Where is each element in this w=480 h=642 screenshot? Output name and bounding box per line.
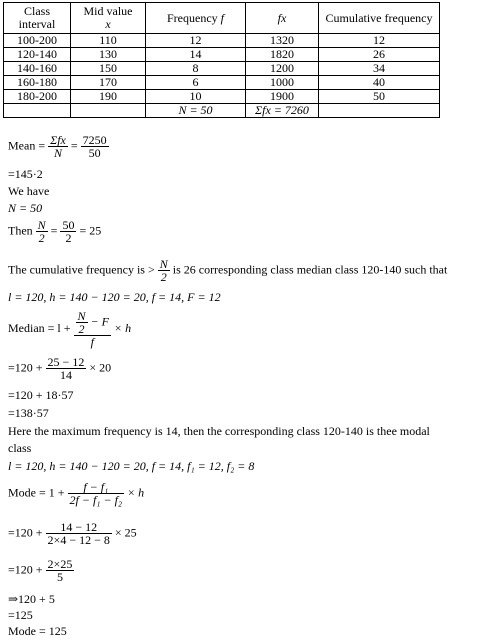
- cell-fx: 1900: [246, 90, 319, 104]
- cell-x: 150: [71, 62, 146, 76]
- median-step2: =120 + 18·57: [8, 388, 74, 402]
- equals-sign: =: [70, 138, 78, 153]
- table-row: [4, 76, 440, 90]
- cell-cf: 34: [319, 62, 440, 76]
- n-over-2-fraction: $\frac{N}{2}$: [159, 257, 168, 284]
- mode-step2-fraction: $\frac{2\times 25}{5}$: [47, 557, 73, 584]
- cell-cf: 12: [319, 34, 440, 48]
- cell-f: 14: [146, 48, 246, 62]
- median-formula: Median = l + $\frac{N}{2}$ − F f × h: [8, 309, 132, 349]
- cell-x: 190: [71, 90, 146, 104]
- mode-fraction: $\frac{\text{f − f₁}}{\text{2f − f₁ − f₂}}$: [69, 480, 123, 507]
- cell-fx: 1200: [246, 62, 319, 76]
- then-line: Then $\frac{N}{2}$ = $\frac{50}{2}$ = 25: [8, 218, 102, 245]
- cell-total-fx: Σfx = 7260: [246, 104, 319, 118]
- cell-fx: 1820: [246, 48, 319, 62]
- table-header-row: [4, 3, 440, 34]
- table-row: [4, 48, 440, 62]
- cell-cf: 40: [319, 76, 440, 90]
- median-step1-fraction: $\frac{25 - 12}{14}$: [47, 355, 85, 382]
- modal-text-cont: class: [8, 441, 32, 455]
- median-step3: =138·57: [8, 406, 49, 420]
- mode-step4: =125: [8, 608, 33, 622]
- mode-formula: Mode = 1 + $\frac{\text{f − f₁}}{\text{2f − f₁ − f₂}}$ × h: [8, 480, 145, 507]
- table-row: [4, 62, 440, 76]
- table-row: [4, 90, 440, 104]
- header-frequency: Frequency f: [146, 3, 246, 34]
- we-have-text: We have: [8, 184, 50, 198]
- header-fx: fx: [246, 3, 319, 34]
- then-label: Then: [8, 223, 33, 238]
- mode-result: Mode = 125: [8, 624, 67, 638]
- mode-parameters: l = 120, h = 140 − 120 = 20, f = 14, f₁ = 12, f₂ = 8: [8, 459, 255, 473]
- header-class-interval: Class interval: [4, 3, 71, 34]
- cell-cf: 26: [319, 48, 440, 62]
- cell-ci: 160-180: [4, 76, 71, 90]
- cell-f: 6: [146, 76, 246, 90]
- n-over-2-fraction: $\frac{N}{2}$: [37, 218, 46, 245]
- median-step1: =120 + $\frac{25 - 12}{14}$ × 20: [8, 355, 112, 382]
- mode-step1: =120 + $\frac{14 - 12}{2\times 4 - 12 - 8}$ × 25: [8, 520, 137, 547]
- mean-value-fraction: $\frac{7250}{50}$: [82, 133, 107, 160]
- cell-x: 130: [71, 48, 146, 62]
- cell-ci: 120-140: [4, 48, 71, 62]
- cell-ci: 180-200: [4, 90, 71, 104]
- cell-x: 170: [71, 76, 146, 90]
- fifty-over-2-fraction: $\frac{50}{2}$: [62, 218, 75, 245]
- mode-label: Mode = 1 +: [8, 485, 65, 500]
- frequency-table: [3, 2, 440, 118]
- mean-label: Mean =: [8, 138, 46, 153]
- cell-f: 8: [146, 62, 246, 76]
- header-cumulative: Cumulative frequency: [319, 3, 440, 34]
- then-result: = 25: [79, 223, 102, 238]
- mean-line: [8, 134, 109, 159]
- mode-step2: =120 + $\frac{2\times 25}{5}$: [8, 557, 73, 584]
- cell-fx: 1000: [246, 76, 319, 90]
- median-parameters: l = 120, h = 140 − 120 = 20, f = 14, F = 12: [8, 290, 221, 304]
- cell-total-f: N = 50: [146, 104, 246, 118]
- cell-ci: 100-200: [4, 34, 71, 48]
- cell-empty: [319, 104, 440, 118]
- cumulative-text: The cumulative frequency is > $\frac{N}{2}$ is 26 corresponding class median class 120-140 such that: [8, 257, 448, 284]
- n-value: N = 50: [8, 201, 43, 215]
- cell-fx: 1320: [246, 34, 319, 48]
- median-fraction: $\frac{N}{2}$ − F f: [74, 310, 111, 348]
- mode-step1-fraction: $\frac{14 - 12}{2\times 4 - 12 - 8}$: [47, 520, 110, 547]
- cell-f: 10: [146, 90, 246, 104]
- mode-step3: ⇒120 + 5: [8, 592, 55, 606]
- median-label: Median = l +: [8, 320, 71, 335]
- modal-text: Here the maximum frequency is 14, then the corresponding class 120-140 is thee modal: [8, 424, 430, 438]
- cell-x: 110: [71, 34, 146, 48]
- table-total-row: [4, 104, 440, 118]
- mean-fraction: $\frac{\text{Σfx}}{N}$: [50, 133, 66, 160]
- cell-ci: 140-160: [4, 62, 71, 76]
- cell-empty: [71, 104, 146, 118]
- table-row: [4, 34, 440, 48]
- cell-cf: 50: [319, 90, 440, 104]
- cell-f: 12: [146, 34, 246, 48]
- mean-result: =145·2: [8, 167, 43, 181]
- header-mid-value: Mid value x: [71, 3, 146, 34]
- cell-empty: [4, 104, 71, 118]
